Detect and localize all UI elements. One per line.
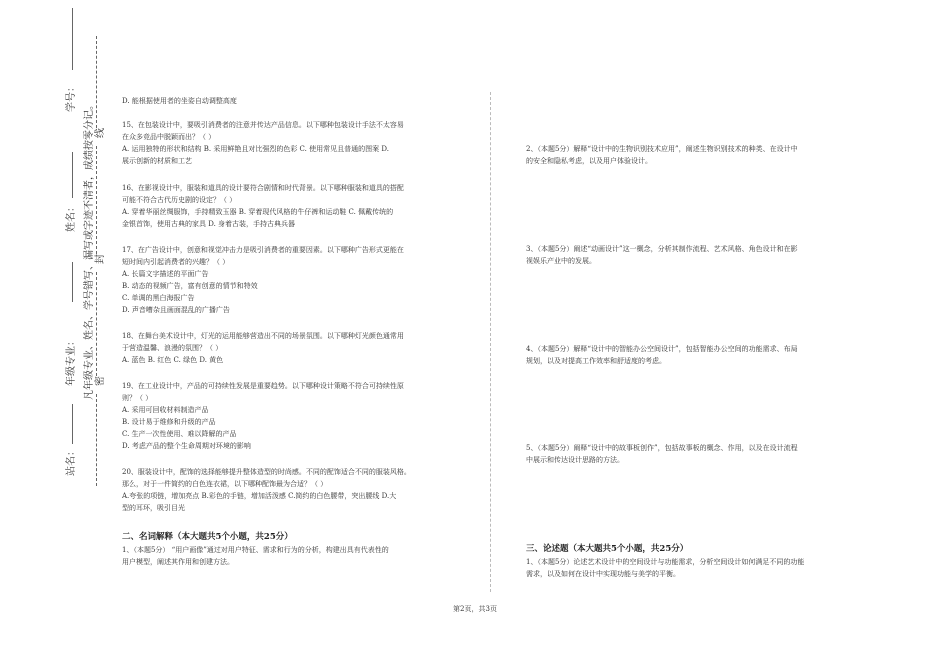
seal-char-xian: 线 — [95, 128, 106, 138]
q2-line-1: 2、（本题5分）解释“设计中的生物识别技术应用”，阐述生物识别技术的种类、在设计中 — [526, 145, 798, 153]
q15-options-1: A. 运用独特的形状和结构 B. 采用鲜艳且对比强烈的色彩 C. 使用常见且普通的图案 D. — [122, 145, 389, 153]
kaoming-label: 站名： — [66, 446, 77, 476]
page-number: 第2页，共3页 — [453, 605, 497, 613]
section-2-question-5 — [526, 442, 798, 466]
q17-option-d: D. 声音嘈杂且画面混乱的广播广告 — [122, 306, 230, 314]
s2-q1-line-2: 用户模型，阐述其作用和创建方法。 — [122, 558, 234, 566]
seal-line-low — [96, 272, 97, 376]
section-2-question-4 — [526, 343, 798, 367]
q4-line-1: 4、（本题5分）解释“设计中的智能办公空间设计”，包括智能办公空间的功能需求、布局 — [526, 345, 798, 353]
seal-line-bottom — [96, 394, 97, 486]
kaoming-line — [72, 404, 73, 444]
question-18 — [122, 330, 404, 366]
q20-options-1: A.夸张的项链，增加亮点 B.彩色的手链，增加活泼感 C.简约的白色腰带，突出腰线 D.大 — [122, 492, 397, 500]
xingming-label: 姓名： — [66, 202, 77, 232]
seal-line-mid — [96, 146, 97, 254]
seal-char-mi: 密 — [95, 376, 106, 386]
q17-stem-2: 短时间内引起消费者的兴趣？（ ） — [122, 258, 230, 266]
q15-stem-1: 15、在包装设计中，要吸引消费者的注意并传达产品信息。以下哪种包装设计手法不太容易 — [122, 121, 404, 129]
q19-option-d: D. 考虑产品的整个生命周期对环境的影响 — [122, 442, 251, 450]
s3-q1-line-1: 1、（本题5分）论述艺术设计中的空间设计与功能需求，分析空间设计如何满足不同的功能 — [526, 558, 805, 566]
q15-options-2: 展示创新的材质和工艺 — [122, 157, 192, 165]
binding-strip — [0, 0, 110, 672]
section-2-question-2 — [526, 143, 798, 167]
xingming-line — [72, 152, 73, 198]
q15-stem-2: 在众多竞品中脱颖而出？（ ） — [122, 133, 216, 141]
right-column — [526, 0, 876, 600]
q5-line-1: 5、（本题5分）阐释“设计中的故事板创作”，包括故事板的概念、作用，以及在设计流程 — [526, 444, 798, 452]
q14-option-d: D. 能根据使用者的坐姿自动调整高度 — [122, 97, 237, 105]
column-divider — [490, 92, 491, 592]
section-3-question-1 — [526, 556, 804, 580]
question-19 — [122, 380, 404, 452]
section-2-title: 二、名词解释（本大题共5个小题，共25分） — [122, 532, 293, 542]
seal-line-top — [96, 36, 97, 128]
q19-option-b: B. 设计易于维修和升级的产品 — [122, 418, 216, 426]
q17-stem-1: 17、在广告设计中，创意和视觉冲击力是吸引消费者的重要因素。以下哪种广告形式更能在 — [122, 246, 404, 254]
q17-option-a: A. 长篇文字描述的平面广告 — [122, 270, 209, 278]
q20-stem-2: 那么，对于一件简约的白色连衣裙，以下哪种配饰最为合适？（ ） — [122, 480, 328, 488]
q18-options: A. 蓝色 B. 红色 C. 绿色 D. 黄色 — [122, 356, 224, 364]
q3-line-2: 视娱乐产业中的发展。 — [526, 257, 596, 265]
question-20 — [122, 466, 411, 514]
q3-line-1: 3、（本题5分）阐述“动画设计”这一概念，分析其制作流程、艺术风格、角色设计和在影 — [526, 245, 798, 253]
seal-char-feng: 封 — [95, 254, 106, 264]
q19-stem-2: 则？（ ） — [122, 394, 153, 402]
section-2-question-1 — [122, 544, 389, 568]
section-3-title: 三、论述题（本大题共5个小题，共25分） — [526, 544, 689, 554]
q17-option-c: C. 单调的黑白海报广告 — [122, 294, 195, 302]
question-15 — [122, 119, 404, 167]
question-17 — [122, 244, 404, 316]
section-2-question-3 — [526, 243, 798, 267]
s3-q1-line-2: 需求，以及如何在设计中实现功能与美学的平衡。 — [526, 570, 680, 578]
xuehao-line — [72, 8, 73, 70]
question-16 — [122, 182, 404, 230]
q5-line-2: 中展示和传达设计思路的方法。 — [526, 456, 624, 464]
nianji-line — [72, 262, 73, 302]
q20-options-2: 型的耳环，吸引目光 — [122, 504, 185, 512]
s2-q1-line-1: 1、（本题5分） “用户画像”通过对用户特征、需求和行为的分析，构建出具有代表性的 — [122, 546, 389, 554]
q16-stem-2: 可能不符合古代历史剧的设定？（ ） — [122, 196, 237, 204]
q18-stem-2: 于营造温馨、浪漫的氛围？（ ） — [122, 344, 223, 352]
q2-line-2: 的安全和隐私考虑，以及用户体验设计。 — [526, 157, 652, 165]
q16-options-2: 金银首饰，使用古典的家具 D. 身着古装，手持古典兵器 — [122, 220, 296, 228]
q16-options-1: A. 穿着华丽丝绸服饰，手持精致玉器 B. 穿着现代风格的牛仔裤和运动鞋 C. 佩戴传统的 — [122, 208, 394, 216]
q20-stem-1: 20、服装设计中，配饰的选择能够提升整体造型的时尚感。不同的配饰适合不同的服装风格。 — [122, 468, 411, 476]
nianji-label: 年级专业： — [66, 336, 77, 386]
xuehao-label: 学号： — [66, 82, 77, 112]
q16-stem-1: 16、在影视设计中，服装和道具的设计要符合剧情和时代背景。以下哪种服装和道具的搭配 — [122, 184, 404, 192]
q19-option-a: A. 采用可回收材料制造产品 — [122, 406, 209, 414]
q4-line-2: 规划，以及对提高工作效率和舒适度的考虑。 — [526, 357, 666, 365]
q19-stem-1: 19、在工业设计中，产品的可持续性发展是重要趋势。以下哪种设计策略不符合可持续性原 — [122, 382, 404, 390]
q19-option-c: C. 生产一次性使用、难以降解的产品 — [122, 430, 237, 438]
q17-option-b: B. 动态的视频广告，富有创意的情节和特效 — [122, 282, 258, 290]
q18-stem-1: 18、在舞台美术设计中，灯光的运用能够营造出不同的场景氛围。以下哪种灯光颜色通常用 — [122, 332, 404, 340]
left-column — [122, 0, 472, 600]
binding-warning: 凡年级专业、姓名、学号错写、漏写或字迹不清者，成绩按零分记。 — [84, 100, 95, 400]
